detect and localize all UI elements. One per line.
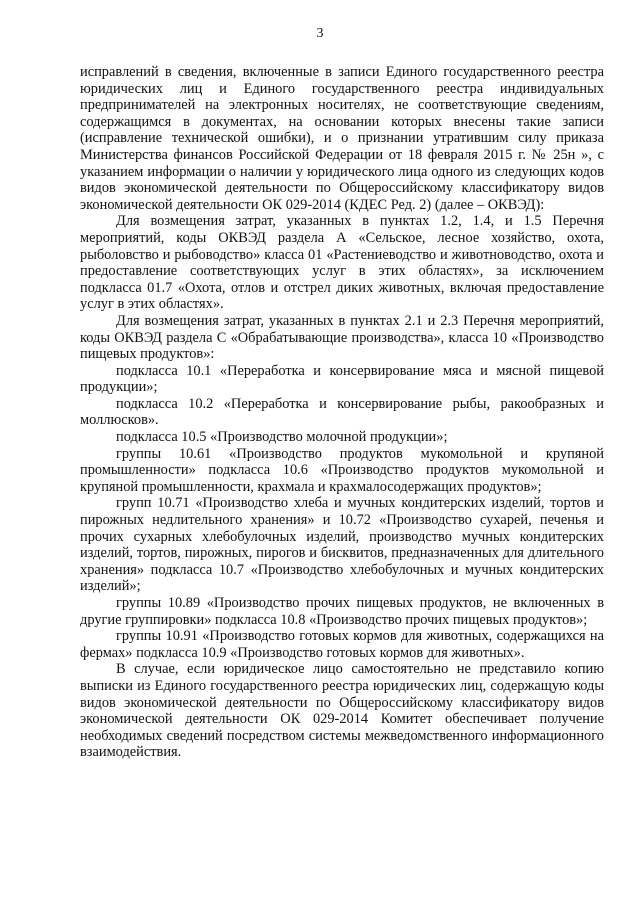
list-item-group-10-61: группы 10.61 «Производство продуктов мукомольной и крупяной промышленности» подкласса 10.6 «Производство продуктов мукомольной и крупяной промышленности, крахмала и крахмалосодержащих продуктов»; [80, 445, 604, 495]
list-item-subclass-10-2: подкласса 10.2 «Переработка и консервирование рыбы, ракообразных и моллюсков». [80, 395, 604, 429]
paragraph-continuation: исправлений в сведения, включенные в записи Единого государственного реестра юридических лиц и Единого государственного реестра индивидуальных предпринимателей на электронных носителях, не соответствующие сведениям, содержащимся в документах, на основании которых внесены такие записи (исправление технической ошибки), и о признании утратившим силу приказа Министерства финансов Российской Федерации от 18 февраля 2015 г. № 25н », с указанием информации о наличии у юридического лица одного из следующих кодов видов экономической деятельности по Общероссийскому классификатору видов экономической деятельности ОК 029-2014 (КДЕС Ред. 2) (далее – ОКВЭД): [80, 64, 604, 213]
list-item-subclass-10-1: подкласса 10.1 «Переработка и консервирование мяса и мясной пищевой продукции»; [80, 362, 604, 396]
page-number: 3 [316, 26, 324, 41]
paragraph-section-c-costs: Для возмещения затрат, указанных в пунктах 2.1 и 2.3 Перечня мероприятий, коды ОКВЭД раздела С «Обрабатывающие производства», класса 10 «Производство пищевых продуктов»: [80, 312, 604, 363]
list-item-groups-10-71-10-72: групп 10.71 «Производство хлеба и мучных кондитерских изделий, тортов и пирожных недлительного хранения» и 10.72 «Производство сухарей, печенья и прочих сухарных хлебобулочных изделий, производство мучных кондитерских изделий, тортов, пирожных, пирогов и бисквитов, предназначенных для длительного хранения» подкласса 10.7 «Производство хлебобулочных и мучных кондитерских изделий»; [80, 495, 604, 595]
list-item-subclass-10-5: подкласса 10.5 «Производство молочной продукции»; [116, 429, 448, 446]
list-item-group-10-89: группы 10.89 «Производство прочих пищевых продуктов, не включенных в другие группировки» подкласса 10.8 «Производство прочих пищевых продуктов»; [80, 595, 604, 628]
paragraph-section-a-costs: Для возмещения затрат, указанных в пунктах 1.2, 1.4, и 1.5 Перечня мероприятий, коды ОКВЭД раздела А «Сельское, лесное хозяйство, охота, рыболовство и рыбоводство» класса 01 «Растениеводство и животноводство, охота и предоставление соответствующих услуг в этих областях», за исключением подкласса 01.7 «Охота, отлов и отстрел диких животных, включая предоставление услуг в этих областях». [80, 213, 604, 313]
paragraph-interagency-request: В случае, если юридическое лицо самостоятельно не представило копию выписки из Единого государственного реестра юридических лиц, содержащую коды видов экономической деятельности по Общероссийскому классификатору видов экономической деятельности ОК 029-2014 Комитет обеспечивает получение необходимых сведений посредством системы межведомственного информационного взаимодействия. [80, 661, 604, 761]
document-body [80, 64, 604, 761]
list-item-group-10-91: группы 10.91 «Производство готовых кормов для животных, содержащихся на фермах» подкласса 10.9 «Производство готовых кормов для животных». [80, 628, 604, 661]
